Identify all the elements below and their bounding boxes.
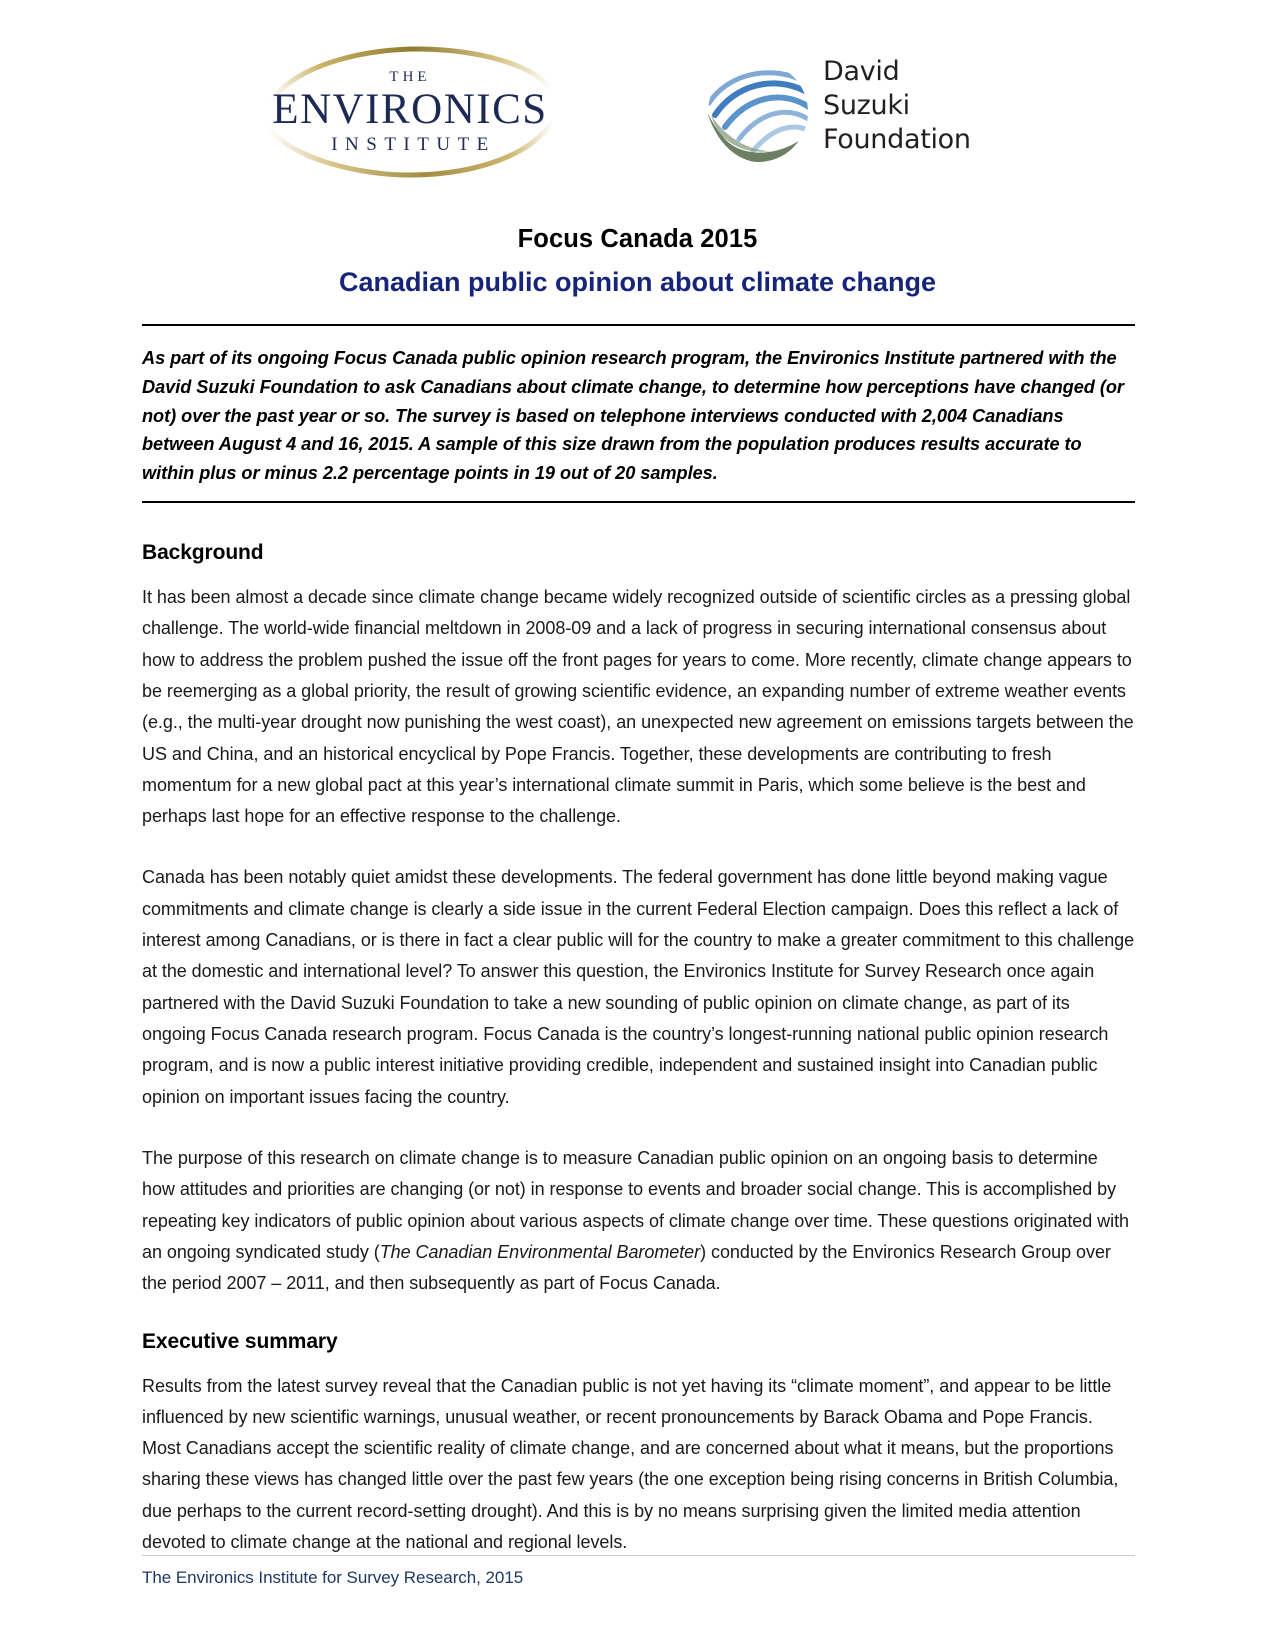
page-footer bbox=[142, 1555, 1135, 1588]
background-paragraph-1: It has been almost a decade since climate change became widely recognized outside of scientific circles as a pressing global challenge. The world-wide financial meltdown in 2008-09 and a lack of progress in securing international consensus about how to address the problem pushed the issue off the front pages for years to come. More recently, climate change appears to be reemerging as a global priority, the result of growing scientific evidence, an expanding number of extreme weather events (e.g., the multi-year drought now punishing the west coast), an unexpected new agreement on emissions targets between the US and China, and an historical encyclical by Pope Francis. Together, these developments are contributing to fresh momentum for a new global pact at this year’s international climate summit in Paris, which some believe is the best and perhaps last hope for an effective response to the challenge. bbox=[142, 586, 1134, 827]
environics-institute-logo bbox=[262, 46, 558, 178]
dsf-wordmark bbox=[823, 55, 971, 157]
environics-wordmark bbox=[262, 70, 558, 154]
barometer-study-title: The Canadian Environmental Barometer bbox=[379, 1241, 701, 1262]
dsf-logo-line-foundation: Foundation bbox=[823, 124, 971, 156]
executive-summary-paragraph-1: Results from the latest survey reveal that the Canadian public is not yet having its “climate moment”, and appear to be little influenced by new scientific warnings, unusual weather, or recent pronouncements by Barack Obama and Pope Francis. Most Canadians accept the scientific reality of climate change, and are concerned about what it means, but the proportions sharing these views has changed little over the past few years (the one exception being rising concerns in British Columbia, due perhaps to the current record-setting drought). And this is by no means surprising given the limited media attention devoted to climate change at the national and regional levels. bbox=[142, 1375, 1119, 1553]
dsf-logo-line-david: David bbox=[823, 56, 900, 87]
background-p3-part-2: ) conducted by the Environics Research Group over the period 2007 – 2011, and then subsequently as part of Focus Canada. bbox=[142, 1241, 1111, 1294]
document-subtitle: Canadian public opinion about climate change bbox=[338, 267, 937, 298]
environics-logo-line-the: THE bbox=[389, 69, 431, 85]
background-paragraph-2: Canada has been notably quiet amidst these developments. The federal government has done little beyond making vague commitments and climate change is clearly a side issue in the current Federal Election campaign. Does this reflect a lack of interest among Canadians, or is there in fact a clear public will for the country to make a greater commitment to this challenge at the domestic and international level? To answer this question, the Environics Institute for Survey Research once again partnered with the David Suzuki Foundation to take a new sounding of public opinion on climate change, as part of its ongoing Focus Canada research program. Focus Canada is the country’s longest-running national public opinion research program, and is now a public interest initiative providing credible, independent and sustained insight into Canadian public opinion on important issues facing the country. bbox=[142, 867, 1135, 1107]
section-heading-background: Background bbox=[142, 540, 264, 564]
environics-logo-line-environics: ENVIRONICS bbox=[272, 86, 548, 133]
david-suzuki-foundation-logo bbox=[705, 55, 971, 175]
dsf-logo-line-suzuki: Suzuki bbox=[823, 90, 910, 122]
lead-rule-top bbox=[142, 324, 1135, 326]
background-p3-part-1: The purpose of this research on climate change is to measure Canadian public opinion on an ongoing basis to determine how attitudes and priorities are changing (or not) in response to events and broader social change. This is accomplished by repeating key indicators of public opinion about various aspects of climate change over time. These questions originated with an ongoing syndicated study ( bbox=[142, 1147, 1129, 1262]
environics-logo-line-institute: INSTITUTE bbox=[331, 134, 496, 155]
logo-band bbox=[0, 0, 1275, 185]
footer-divider bbox=[142, 1555, 1135, 1556]
background-paragraph-3 bbox=[142, 1143, 1135, 1300]
footer-attribution: The Environics Institute for Survey Research, 2015 bbox=[142, 1568, 524, 1587]
globe-leaf-icon bbox=[705, 59, 811, 165]
section-heading-executive-summary: Executive summary bbox=[142, 1329, 338, 1353]
title-block bbox=[0, 223, 1275, 300]
document-title: Focus Canada 2015 bbox=[517, 225, 758, 253]
lead-paragraph: As part of its ongoing Focus Canada public opinion research program, the Environics Institute partnered with the David Suzuki Foundation to ask Canadians about climate change, to determine how perceptions have changed (or not) over the past year or so. The survey is based on telephone interviews conducted with 2,004 Canadians between August 4 and 16, 2015. A sample of this size drawn from the population produces results accurate to within plus or minus 2.2 percentage points in 19 out of 20 samples. bbox=[142, 348, 1124, 484]
lead-rule-bottom bbox=[142, 501, 1135, 503]
document-body bbox=[0, 324, 1275, 1558]
